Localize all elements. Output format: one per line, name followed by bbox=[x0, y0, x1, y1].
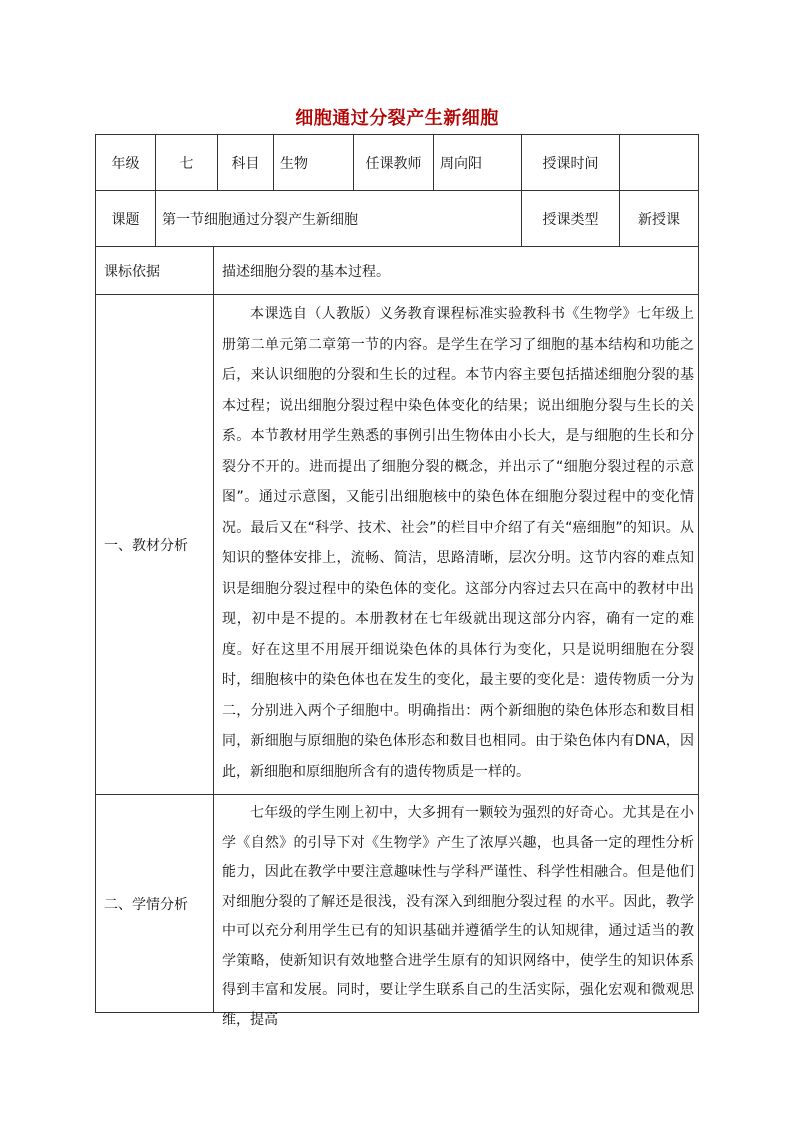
grade-value: 七 bbox=[156, 135, 218, 190]
student-analysis-label: 二、学情分析 bbox=[96, 795, 214, 1012]
lesson-type-label: 授课类型 bbox=[522, 191, 620, 246]
lesson-type-value: 新授课 bbox=[638, 211, 680, 228]
student-analysis-text: 七年级的学生刚上初中，大多拥有一颗较为强烈的好奇心。尤其是在小学《自然》的引导下对《生物学》产生了浓厚兴趣，也具备一定的理性分析能力，因此在教学中要注意趣味性与学科严谨性、科学性相融合。但是他们对细胞分裂的了解还是很浅，没有深入到细胞分裂过程 的水平。因此，教学中可以充分利用学生已有的知识基础并遵循学生的认知规律，通过适当的教学策略，使新知识有效地整合进学生原有的知识网络中，使学生的知识体系得到丰富和发展。同时，要让学生联系自己的生活实际，强化宏观和微观思维，提高 bbox=[222, 805, 694, 1028]
standard-label: 课标依据 bbox=[96, 247, 214, 294]
subject-value: 生物 bbox=[274, 135, 354, 190]
topic-value: 第一节细胞通过分裂产生新细胞 bbox=[156, 191, 522, 246]
header-row bbox=[96, 135, 698, 191]
textbook-analysis-label: 一、教材分析 bbox=[96, 295, 214, 794]
textbook-analysis-text: 本课选自（人教版）义务教育课程标准实验教科书《生物学》七年级上册第二单元第二章第一节的内容。是学生在学习了细胞的基本结构和功能之后，来认识细胞的分裂和生长的过程。本节内容主要包括描述细胞分裂的基本过程；说出细胞分裂过程中染色体变化的结果；说出细胞分裂与生长的关系。本节教材用学生熟悉的事例引出生物体由小长大，是与细胞的生长和分裂分不开的。进而提出了细胞分裂的概念，并出示了“细胞分裂过程的示意图”。通过示意图，又能引出细胞核中的染色体在细胞分裂过程中的变化情况。最后又在“科学、技术、社会”的栏目中介绍了有关“癌细胞”的知识。从知识的整体安排上，流畅、简洁，思路清晰，层次分明。这节内容的难点知识是细胞分裂过程中的染色体的变化。这部分内容过去只在高中的教材中出现，初中是不提的。本册教材在七年级就出现这部分内容，确有一定的难度。好在这里不用展开细说染色体的具体行为变化，只是说明细胞在分裂时，细胞核中的染色体也在发生的变化，最主要的变化是：遗传物质一分为二，分别进入两个子细胞中。明确指出：两个新细胞的染色体形态和数目相同，新细胞与原细胞的染色体形态和数目也相同。由于染色体内有DNA，因此，新细胞和原细胞所含有的遗传物质是一样的。 bbox=[222, 306, 694, 780]
teacher-value: 周向阳 bbox=[434, 135, 522, 190]
topic-row bbox=[96, 191, 698, 247]
time-value bbox=[620, 135, 698, 190]
document-title: 细胞通过分裂产生新细胞 bbox=[295, 108, 499, 129]
lesson-plan-table bbox=[95, 134, 699, 1028]
time-label: 授课时间 bbox=[522, 135, 620, 190]
teacher-label: 任课教师 bbox=[354, 135, 434, 190]
topic-label: 课题 bbox=[96, 191, 156, 246]
student-analysis-row bbox=[96, 795, 698, 1028]
standard-row bbox=[96, 247, 698, 295]
grade-label: 年级 bbox=[96, 135, 156, 190]
textbook-analysis-row bbox=[96, 295, 698, 795]
standard-value: 描述细胞分裂的基本过程。 bbox=[222, 263, 390, 280]
subject-label: 科目 bbox=[218, 135, 274, 190]
